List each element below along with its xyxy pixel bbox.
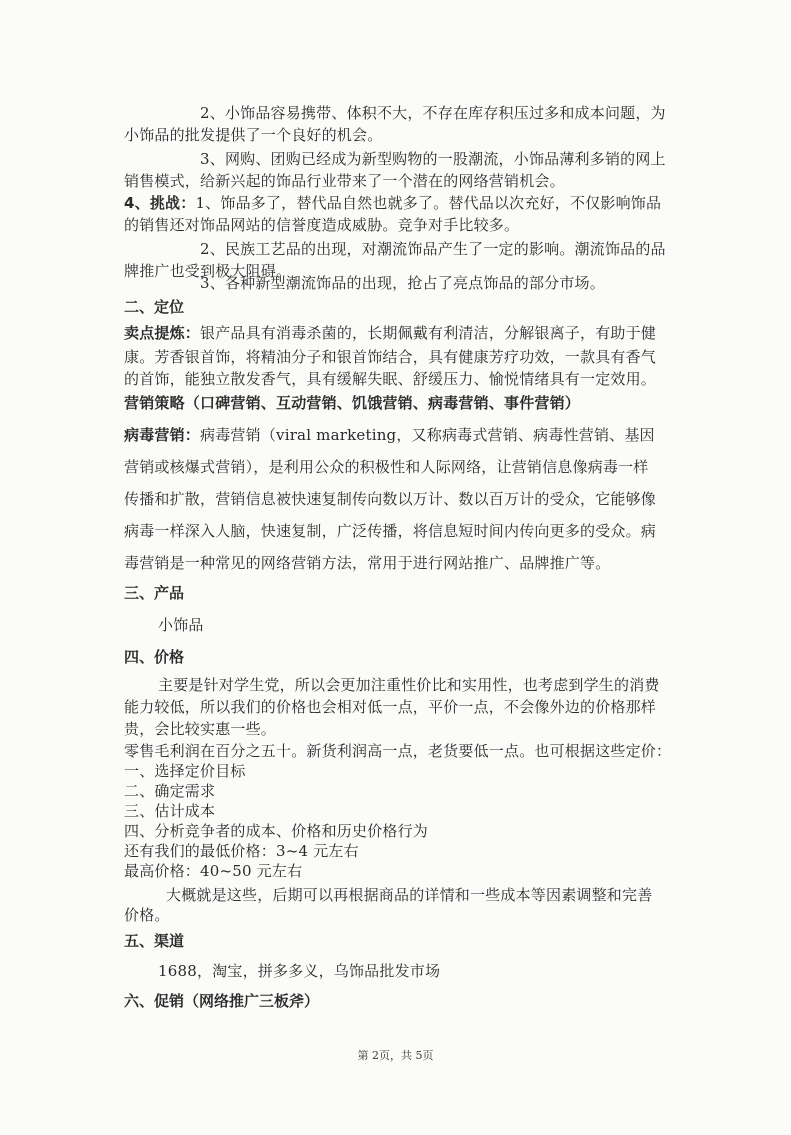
para-line: 卖点提炼：银产品具有消毒杀菌的，长期佩戴有利清洁，分解银离子，有助于健 bbox=[124, 324, 657, 342]
para-line: 大概就是这些，后期可以再根据商品的详情和一些成本等因素调整和完善 bbox=[166, 886, 653, 904]
product-text: 小饰品 bbox=[158, 616, 204, 634]
para-line: 病毒营销：病毒营销（viral marketing，又称病毒式营销、病毒性营销、基因 bbox=[124, 426, 655, 444]
marketing-strategy-line: 营销策略（口碑营销、互动营销、饥饿营销、病毒营销、事件营销） bbox=[124, 394, 581, 412]
max-price: 最高价格：40~50 元左右 bbox=[124, 862, 303, 880]
para-line: 营销或核爆式营销），是利用公众的积极性和人际网络，让营销信息像病毒一样 bbox=[124, 458, 649, 476]
para-line: 的销售还对饰品网站的信誉度造成威胁。竞争对手比较多。 bbox=[124, 216, 520, 234]
para-line: 3、各种新型潮流饰品的出现，抢占了亮点饰品的部分市场。 bbox=[200, 274, 605, 292]
section-heading-product: 三、产品 bbox=[124, 584, 185, 602]
para-line: 毒营销是一种常见的网络营销方法，常用于进行网站推广、品牌推广等。 bbox=[124, 554, 611, 572]
section-heading-price: 四、价格 bbox=[124, 648, 185, 666]
para-line: 主要是针对学生党，所以会更加注重性价比和实用性，也考虑到学生的消费 bbox=[158, 676, 660, 694]
para-line: 3、网购、团购已经成为新型购物的一股潮流，小饰品薄利多销的网上 bbox=[200, 150, 666, 168]
selling-point-label: 卖点提炼： bbox=[124, 324, 201, 342]
para-line: 小饰品的批发提供了一个良好的机会。 bbox=[124, 126, 383, 144]
para-line: 康。芳香银首饰，将精油分子和银首饰结合，具有健康芳疗功效，一款具有香气 bbox=[124, 348, 657, 366]
viral-marketing-label: 病毒营销： bbox=[124, 426, 201, 444]
para-line: 病毒一样深入人脑，快速复制，广泛传播，将信息短时间内传向更多的受众。病 bbox=[124, 522, 657, 540]
para-line: 价格。 bbox=[124, 906, 170, 924]
para-line: 零售毛利润在百分之五十。新货利润高一点，老货要低一点。也可根据这些定价： bbox=[124, 742, 672, 760]
para-line: 4、挑战：1、饰品多了，替代品自然也就多了。替代品以次充好，不仅影响饰品 bbox=[124, 194, 662, 212]
channels-text: 1688，淘宝，拼多多义，乌饰品批发市场 bbox=[158, 962, 441, 980]
pricing-step: 四、分析竞争者的成本、价格和历史价格行为 bbox=[124, 822, 429, 840]
para-line: 2、民族工艺品的出现，对潮流饰品产生了一定的影响。潮流饰品的品 bbox=[200, 240, 666, 258]
pricing-step: 一、选择定价目标 bbox=[124, 762, 246, 780]
para-line: 2、小饰品容易携带、体积不大，不存在库存积压过多和成本问题，为 bbox=[200, 104, 666, 122]
challenge-label: 4、挑战： bbox=[124, 194, 196, 212]
para-line: 的首饰，能独立散发香气，具有缓解失眠、舒缓压力、愉悦情绪具有一定效用。 bbox=[124, 370, 657, 388]
para-line: 牌推广也受到极大阻碍。 bbox=[124, 262, 292, 280]
pricing-step: 二、确定需求 bbox=[124, 782, 216, 800]
para-line: 能力较低，所以我们的价格也会相对低一点，平价一点，不会像外边的价格那样 bbox=[124, 698, 657, 716]
para-line: 传播和扩散，营销信息被快速复制传向数以万计、数以百万计的受众，它能够像 bbox=[124, 490, 657, 508]
min-price: 还有我们的最低价格：3~4 元左右 bbox=[124, 842, 359, 860]
pricing-step: 三、估计成本 bbox=[124, 802, 216, 820]
section-heading-promotion: 六、促销（网络推广三板斧） bbox=[124, 992, 320, 1010]
para-line: 销售模式，给新兴起的饰品行业带来了一个潜在的网络营销机会。 bbox=[124, 172, 565, 190]
section-heading-positioning: 二、定位 bbox=[124, 298, 185, 316]
page-footer: 第 2页，共 5页 bbox=[357, 1049, 434, 1062]
section-heading-channels: 五、渠道 bbox=[124, 932, 185, 950]
para-line: 贵，会比较实惠一些。 bbox=[124, 720, 277, 738]
